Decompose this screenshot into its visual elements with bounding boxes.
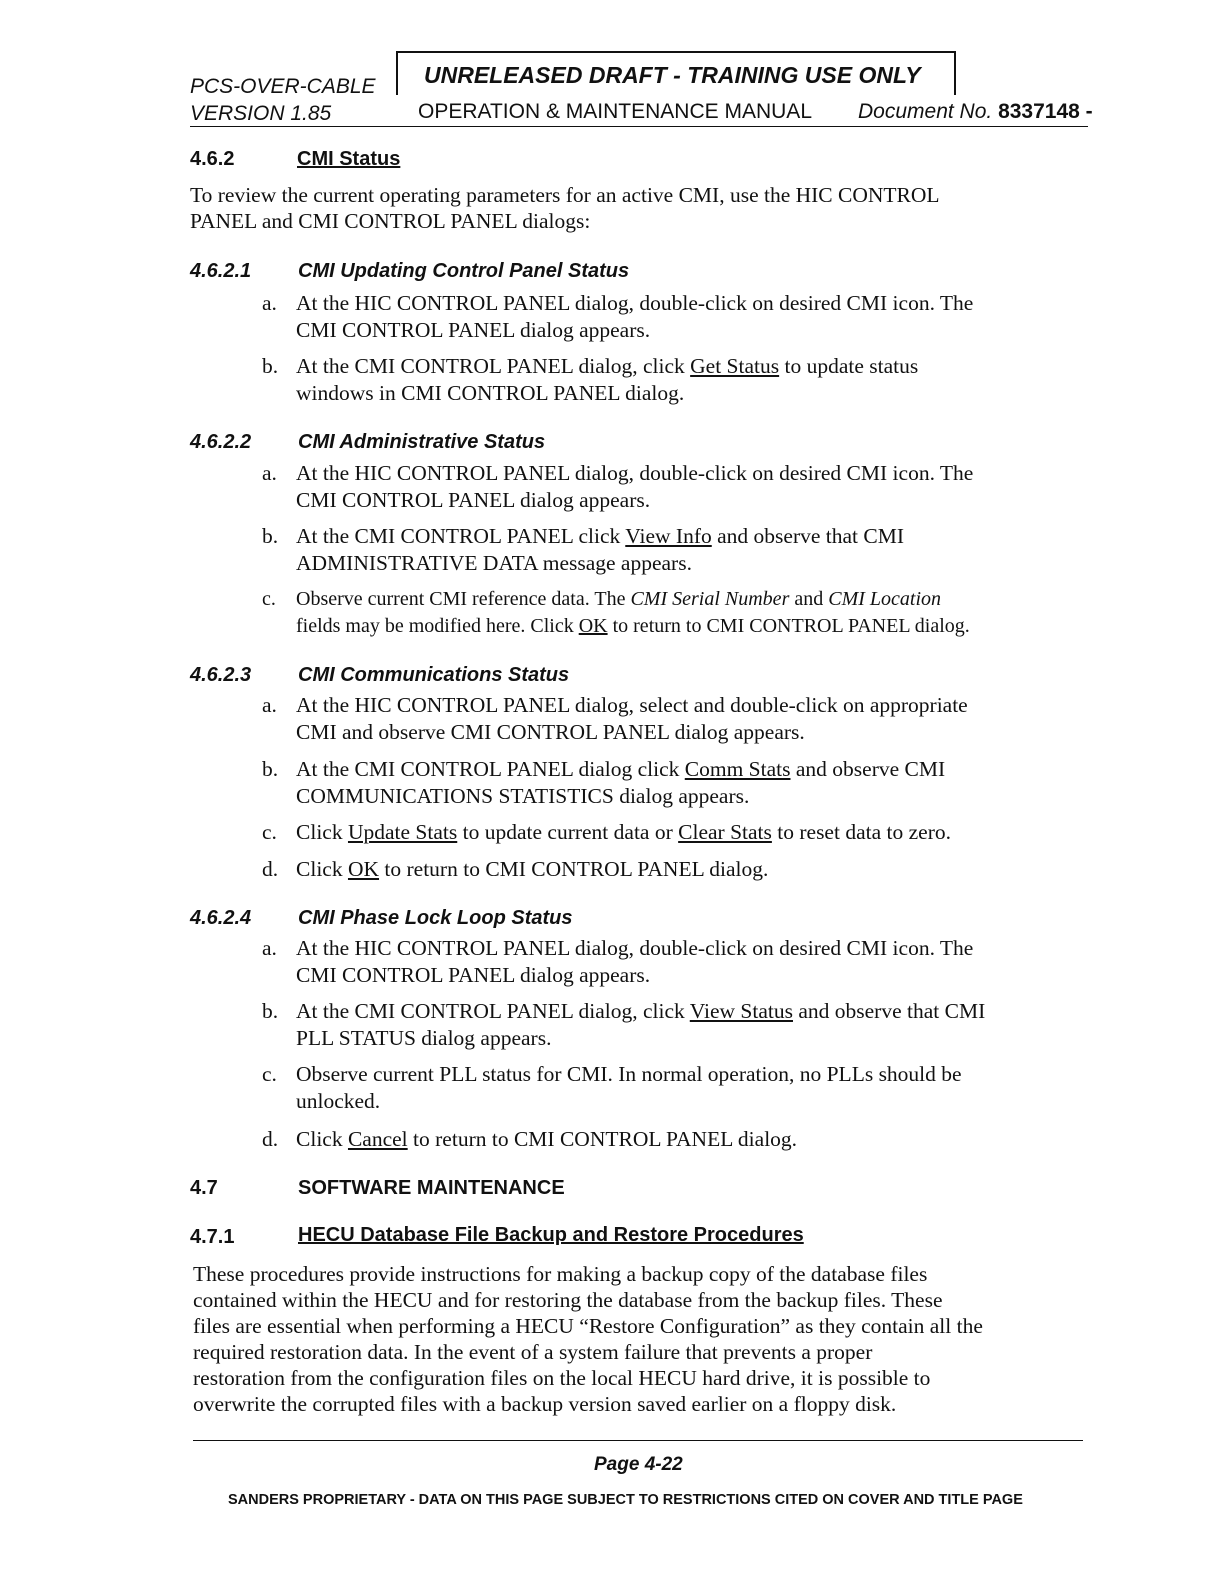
section-4-6-2-2-title: CMI Administrative Status [298, 431, 546, 453]
step-text-part: At the CMI CONTROL PANEL click [296, 524, 626, 548]
section-4-6-2-number: 4.6.2 [190, 148, 235, 170]
step-text [296, 819, 1116, 846]
section-4-6-2-3-title: CMI Communications Status [298, 664, 570, 686]
view-info-button-ref: View Info [625, 524, 712, 548]
step-text: ADMINISTRATIVE DATA message appears. [296, 551, 692, 575]
header-manual-title: OPERATION & MAINTENANCE MANUAL [418, 100, 812, 123]
body-line: files are essential when performing a HECU “Restore Configuration” as they contain all the [193, 1314, 983, 1338]
section-4-7-1-number: 4.7.1 [190, 1226, 235, 1248]
step-text: Observe current PLL status for CMI. In normal operation, no PLLs should be [296, 1062, 962, 1086]
step-text-part: and observe that CMI [711, 524, 905, 548]
footer-rule [193, 1440, 1083, 1441]
step-letter: a. [262, 693, 277, 717]
step-text: CMI CONTROL PANEL dialog appears. [296, 963, 651, 987]
header-rule [190, 126, 1088, 127]
ok-button-ref: OK [347, 857, 380, 881]
ok-button-ref: OK [578, 615, 608, 637]
step-letter: c. [262, 820, 277, 844]
step-text [296, 353, 1116, 380]
step-text-part: and observe that CMI [792, 999, 986, 1023]
update-stats-button-ref: Update Stats [347, 820, 458, 844]
body-line: overwrite the corrupted files with a backup version saved earlier on a floppy disk. [193, 1392, 897, 1416]
body-line: contained within the HECU and for restoring the database from the backup files. These [193, 1288, 943, 1312]
step-text-part: At the CMI CONTROL PANEL dialog, click [296, 999, 690, 1023]
step-text-part: to update status [779, 354, 919, 378]
step-text [296, 613, 1116, 640]
step-text: At the HIC CONTROL PANEL dialog, select and double-click on appropriate [296, 693, 968, 717]
body-line: required restoration data. In the event of a system failure that prevents a proper [193, 1340, 873, 1364]
step-letter: b. [262, 524, 279, 548]
section-4-7-number: 4.7 [190, 1177, 218, 1199]
section-4-6-2-4-number: 4.6.2.4 [190, 907, 252, 929]
header-doc-label: Document No. [858, 100, 993, 123]
step-text: windows in CMI CONTROL PANEL dialog. [296, 381, 685, 405]
body-line: These procedures provide instructions for making a backup copy of the database files [193, 1262, 928, 1286]
body-line: restoration from the configuration files on the local HECU hard drive, it is possible to [193, 1366, 931, 1390]
step-text [296, 1126, 1116, 1153]
step-text: unlocked. [296, 1089, 381, 1113]
get-status-button-ref: Get Status [690, 354, 780, 378]
step-letter: c. [262, 588, 276, 610]
view-status-button-ref: View Status [689, 999, 793, 1023]
step-text-part: Observe current CMI reference data. The [296, 588, 631, 610]
step-text: CMI CONTROL PANEL dialog appears. [296, 488, 651, 512]
section-4-6-2-1-number: 4.6.2.1 [190, 260, 252, 282]
step-text-part: to return to CMI CONTROL PANEL dialog. [607, 615, 970, 637]
step-letter: b. [262, 354, 279, 378]
step-letter: d. [262, 857, 279, 881]
header-doc-value: 8337148 - [998, 100, 1093, 123]
section-4-7-1-title: HECU Database File Backup and Restore Procedures [298, 1224, 804, 1246]
field-name-serial: CMI Serial Number [630, 588, 790, 610]
section-4-6-2-title: CMI Status [297, 148, 401, 170]
step-text: PLL STATUS dialog appears. [296, 1026, 552, 1050]
step-text-part: to update current data or [457, 820, 679, 844]
field-name-location: CMI Location [828, 588, 942, 610]
step-letter: a. [262, 461, 277, 485]
intro-line-2: PANEL and CMI CONTROL PANEL dialogs: [190, 209, 591, 233]
step-text-part: and [789, 588, 829, 610]
step-letter: c. [262, 1062, 277, 1086]
section-4-6-2-3-number: 4.6.2.3 [190, 664, 252, 686]
clear-stats-button-ref: Clear Stats [678, 820, 772, 844]
step-text: At the HIC CONTROL PANEL dialog, double-click on desired CMI icon. The [296, 936, 974, 960]
step-text [296, 856, 1116, 883]
step-text [296, 586, 1116, 613]
step-text-part: At the CMI CONTROL PANEL dialog click [296, 757, 685, 781]
step-text-part: to reset data to zero. [771, 820, 951, 844]
step-text [296, 998, 1116, 1025]
comm-stats-button-ref: Comm Stats [684, 757, 791, 781]
section-4-7-title: SOFTWARE MAINTENANCE [298, 1177, 565, 1199]
page-number: Page 4-22 [594, 1454, 683, 1475]
step-text-part: Click [296, 1127, 348, 1151]
header-version: VERSION 1.85 [190, 102, 332, 125]
step-letter: b. [262, 757, 279, 781]
step-text [296, 523, 1116, 550]
draft-banner-text: UNRELEASED DRAFT - TRAINING USE ONLY [424, 62, 921, 88]
step-text-part: to return to CMI CONTROL PANEL dialog. [379, 857, 769, 881]
section-4-7-1-body [193, 1261, 983, 1417]
step-text-part: Click [296, 857, 348, 881]
step-text-part: Click [296, 820, 348, 844]
step-letter: d. [262, 1127, 279, 1151]
step-letter: a. [262, 936, 277, 960]
intro-line-1: To review the current operating parameters for an active CMI, use the HIC CONTROL [190, 183, 940, 207]
step-text: At the HIC CONTROL PANEL dialog, double-click on desired CMI icon. The [296, 461, 974, 485]
header-doc-number [858, 100, 1093, 124]
step-letter: b. [262, 999, 279, 1023]
step-text: COMMUNICATIONS STATISTICS dialog appears. [296, 784, 750, 808]
section-4-6-2-4-title: CMI Phase Lock Loop Status [298, 907, 573, 929]
section-4-6-2-intro [190, 182, 940, 234]
section-4-6-2-1-title: CMI Updating Control Panel Status [298, 260, 630, 282]
step-text [296, 756, 1116, 783]
step-text-part: fields may be modified here. Click [296, 615, 579, 637]
section-4-6-2-2-number: 4.6.2.2 [190, 431, 252, 453]
cancel-button-ref: Cancel [347, 1127, 408, 1151]
step-letter: a. [262, 291, 277, 315]
step-text: At the HIC CONTROL PANEL dialog, double-click on desired CMI icon. The [296, 291, 974, 315]
step-text: CMI CONTROL PANEL dialog appears. [296, 318, 651, 342]
step-text-part: and observe CMI [790, 757, 946, 781]
step-text-part: to return to CMI CONTROL PANEL dialog. [407, 1127, 798, 1151]
step-text: CMI and observe CMI CONTROL PANEL dialog appears. [296, 720, 805, 744]
header-product: PCS-OVER-CABLE [190, 75, 376, 98]
step-text-part: At the CMI CONTROL PANEL dialog, click [296, 354, 691, 378]
proprietary-notice: SANDERS PROPRIETARY - DATA ON THIS PAGE SUBJECT TO RESTRICTIONS CITED ON COVER AND TITLE PAGE [228, 1492, 1023, 1508]
